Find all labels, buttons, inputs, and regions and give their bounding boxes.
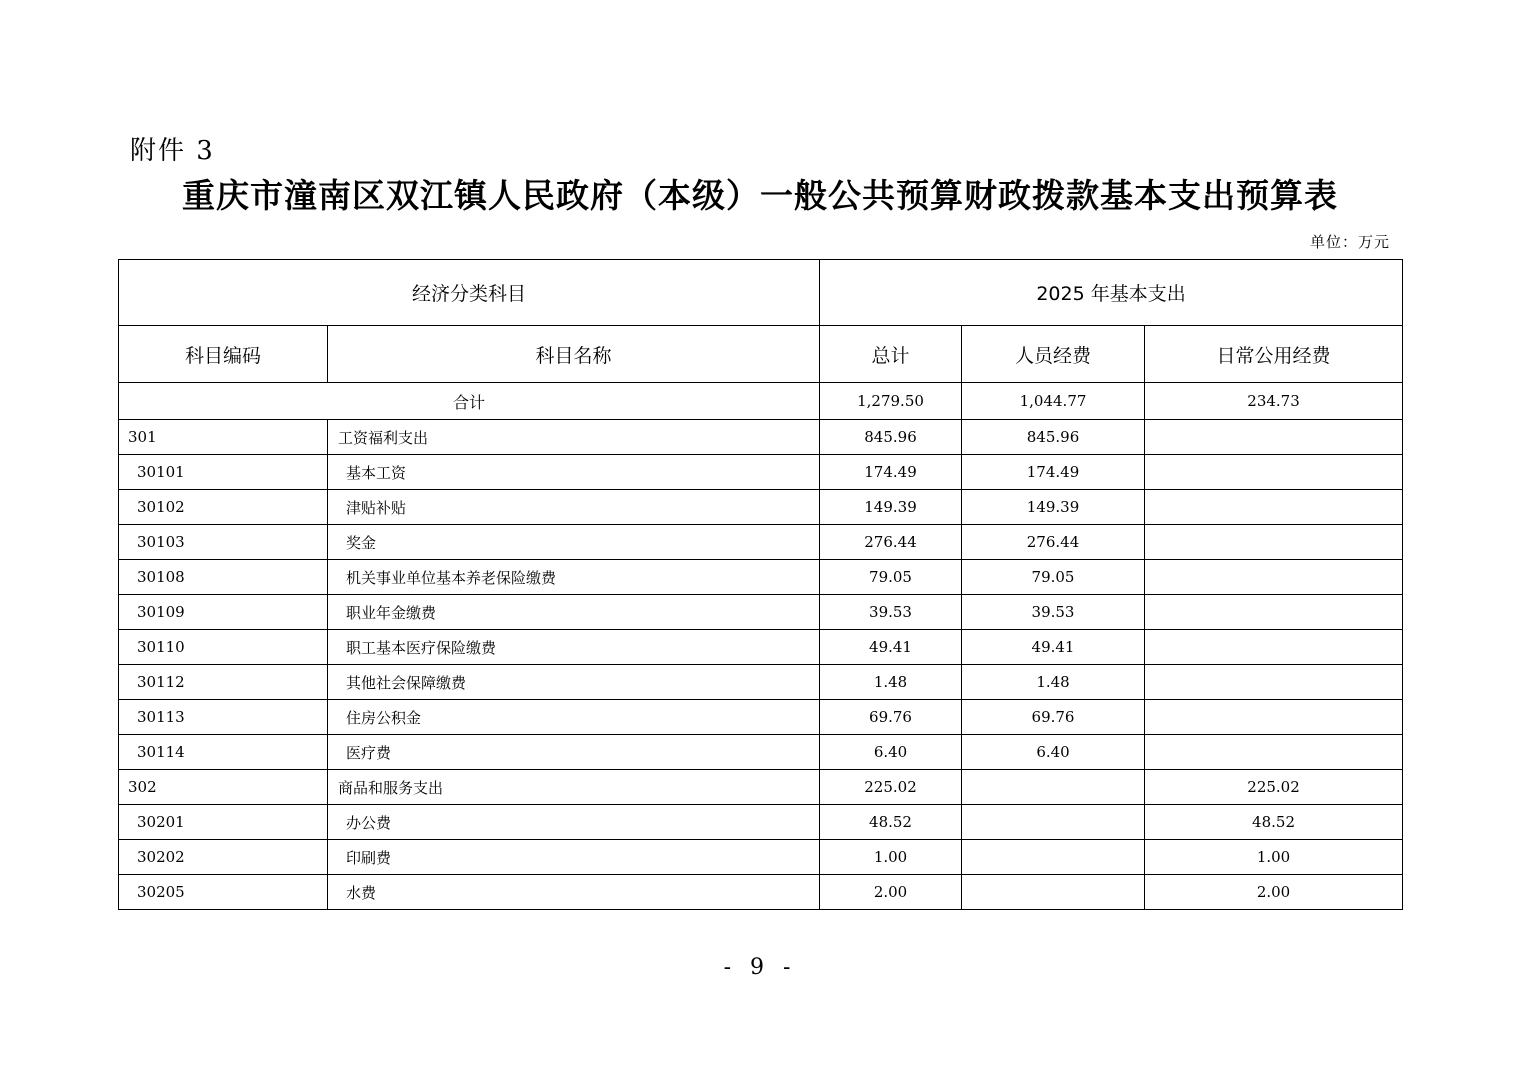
- row-personnel: 79.05: [962, 560, 1145, 595]
- row-name: 职业年金缴费: [328, 595, 820, 630]
- table-row: [119, 595, 1403, 630]
- table-row: [119, 770, 1403, 805]
- row-total: 1.48: [820, 665, 962, 700]
- expenditure-group-header: 2025 年基本支出: [820, 260, 1403, 326]
- column-header-personnel: 人员经费: [962, 326, 1145, 383]
- column-header-name: 科目名称: [328, 326, 820, 383]
- row-code: 30112: [119, 665, 328, 700]
- table-row: [119, 490, 1403, 525]
- row-code: 302: [119, 770, 328, 805]
- page-number: - 9 -: [723, 955, 797, 980]
- row-total: 48.52: [820, 805, 962, 840]
- row-public: 1.00: [1145, 840, 1403, 875]
- table-row: [119, 560, 1403, 595]
- row-personnel: 149.39: [962, 490, 1145, 525]
- row-public: [1145, 455, 1403, 490]
- row-name: 津贴补贴: [328, 490, 820, 525]
- row-personnel: 39.53: [962, 595, 1145, 630]
- summary-label: 合计: [119, 383, 820, 420]
- row-personnel: [962, 805, 1145, 840]
- attachment-label: 附件 3: [130, 136, 215, 166]
- table-row: [119, 665, 1403, 700]
- row-name: 奖金: [328, 525, 820, 560]
- row-public: [1145, 700, 1403, 735]
- row-personnel: 845.96: [962, 420, 1145, 455]
- row-code: 30101: [119, 455, 328, 490]
- row-name: 水费: [328, 875, 820, 910]
- row-total: 1.00: [820, 840, 962, 875]
- row-name: 商品和服务支出: [328, 770, 820, 805]
- row-name: 医疗费: [328, 735, 820, 770]
- row-name: 住房公积金: [328, 700, 820, 735]
- summary-total: 1,279.50: [820, 383, 962, 420]
- group-header-row: [119, 260, 1403, 326]
- row-public: 225.02: [1145, 770, 1403, 805]
- row-name: 其他社会保障缴费: [328, 665, 820, 700]
- row-total: 49.41: [820, 630, 962, 665]
- column-header-total: 总计: [820, 326, 962, 383]
- row-personnel: [962, 875, 1145, 910]
- row-total: 69.76: [820, 700, 962, 735]
- classification-group-header: 经济分类科目: [119, 260, 820, 326]
- row-personnel: 276.44: [962, 525, 1145, 560]
- row-public: [1145, 560, 1403, 595]
- column-header-public: 日常公用经费: [1145, 326, 1403, 383]
- row-name: 机关事业单位基本养老保险缴费: [328, 560, 820, 595]
- row-public: [1145, 490, 1403, 525]
- row-personnel: 49.41: [962, 630, 1145, 665]
- row-total: 276.44: [820, 525, 962, 560]
- row-personnel: 6.40: [962, 735, 1145, 770]
- row-public: [1145, 665, 1403, 700]
- table-row: [119, 735, 1403, 770]
- row-total: 845.96: [820, 420, 962, 455]
- column-header-code: 科目编码: [119, 326, 328, 383]
- row-public: [1145, 420, 1403, 455]
- row-total: 79.05: [820, 560, 962, 595]
- row-name: 工资福利支出: [328, 420, 820, 455]
- row-code: 301: [119, 420, 328, 455]
- row-total: 149.39: [820, 490, 962, 525]
- table-row: [119, 875, 1403, 910]
- row-public: [1145, 630, 1403, 665]
- unit-label: 单位：万元: [1309, 233, 1390, 251]
- row-code: 30103: [119, 525, 328, 560]
- row-code: 30201: [119, 805, 328, 840]
- document-title: 重庆市潼南区双江镇人民政府（本级）一般公共预算财政拨款基本支出预算表: [182, 176, 1338, 215]
- row-total: 174.49: [820, 455, 962, 490]
- row-name: 办公费: [328, 805, 820, 840]
- table-row: [119, 700, 1403, 735]
- budget-table: [118, 259, 1403, 910]
- table-row: [119, 455, 1403, 490]
- row-personnel: [962, 840, 1145, 875]
- row-public: [1145, 525, 1403, 560]
- summary-public: 234.73: [1145, 383, 1403, 420]
- row-total: 2.00: [820, 875, 962, 910]
- row-name: 印刷费: [328, 840, 820, 875]
- summary-row: [119, 383, 1403, 420]
- row-code: 30108: [119, 560, 328, 595]
- table-row: [119, 840, 1403, 875]
- row-public: [1145, 595, 1403, 630]
- column-header-row: [119, 326, 1403, 383]
- table-row: [119, 805, 1403, 840]
- row-code: 30110: [119, 630, 328, 665]
- row-code: 30114: [119, 735, 328, 770]
- row-code: 30205: [119, 875, 328, 910]
- row-code: 30113: [119, 700, 328, 735]
- row-total: 6.40: [820, 735, 962, 770]
- row-code: 30109: [119, 595, 328, 630]
- row-total: 39.53: [820, 595, 962, 630]
- row-code: 30102: [119, 490, 328, 525]
- row-name: 职工基本医疗保险缴费: [328, 630, 820, 665]
- row-public: 48.52: [1145, 805, 1403, 840]
- row-personnel: 1.48: [962, 665, 1145, 700]
- table-row: [119, 525, 1403, 560]
- row-code: 30202: [119, 840, 328, 875]
- table-row: [119, 420, 1403, 455]
- row-personnel: 174.49: [962, 455, 1145, 490]
- row-personnel: 69.76: [962, 700, 1145, 735]
- row-personnel: [962, 770, 1145, 805]
- summary-personnel: 1,044.77: [962, 383, 1145, 420]
- row-public: [1145, 735, 1403, 770]
- row-name: 基本工资: [328, 455, 820, 490]
- row-public: 2.00: [1145, 875, 1403, 910]
- row-total: 225.02: [820, 770, 962, 805]
- table-row: [119, 630, 1403, 665]
